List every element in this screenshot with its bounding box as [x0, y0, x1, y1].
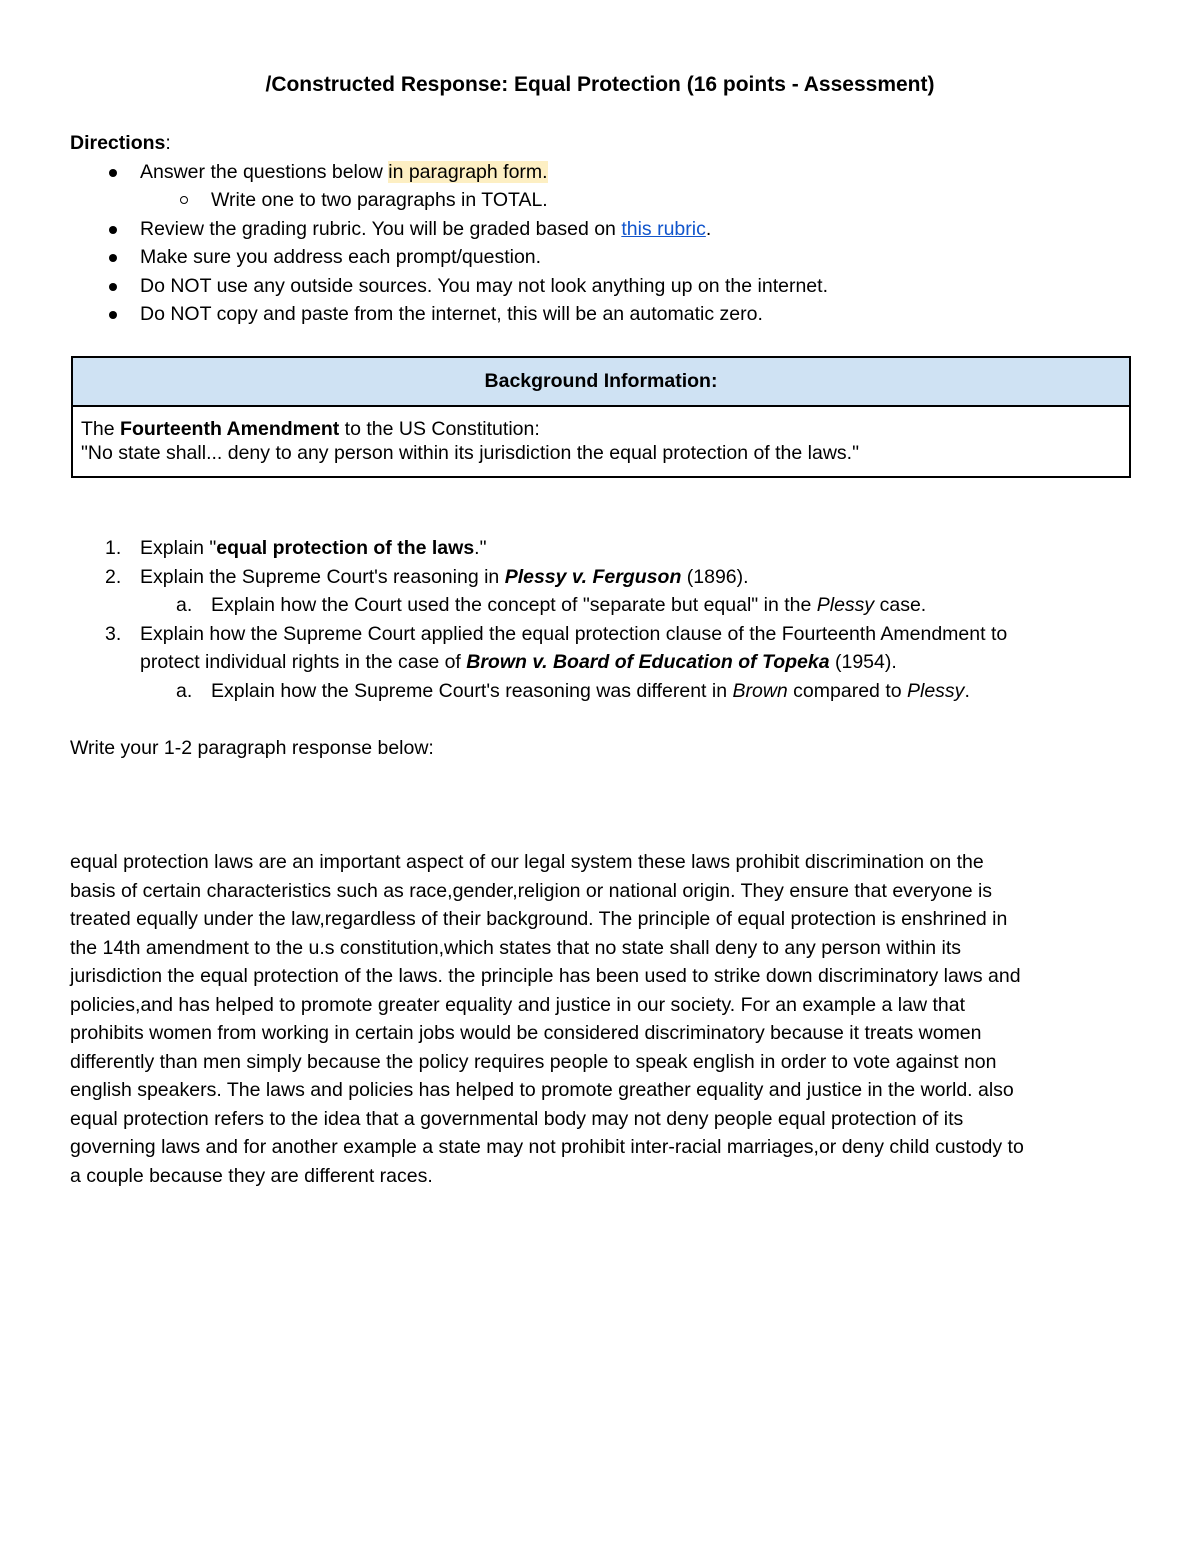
case-name: Plessy v. Ferguson: [504, 565, 682, 588]
questions-list: [70, 534, 1130, 705]
question-subletter: a.: [176, 679, 193, 702]
highlighted-text: in paragraph form.: [388, 160, 548, 183]
bullet-icon: [109, 311, 117, 319]
response-line: the 14th amendment to the u.s constitution,which states that no state shall deny to any person within its: [70, 936, 962, 959]
directions-heading: [70, 129, 1130, 158]
directions-item: [70, 300, 1130, 329]
response-line: treated equally under the law,regardless of their background. The principle of equal protection is enshrined in: [70, 908, 1008, 930]
directions-item: [70, 215, 1130, 244]
directions-item-text: Review the grading rubric. You will be graded based on: [140, 217, 622, 240]
response-line: prohibits women from working in certain jobs would be considered discriminatory because it treats women: [70, 1022, 982, 1044]
background-info-body: [73, 407, 1129, 465]
response-line: equal protection laws are an important aspect of our legal system these laws prohibit discrimination on the: [70, 851, 984, 873]
student-response[interactable]: [70, 848, 1136, 1190]
questions-section: [70, 534, 1130, 705]
case-name: Brown v. Board of Education of Topeka: [466, 651, 830, 673]
directions-item-text: Answer the questions below: [140, 160, 389, 183]
response-line: english speakers. The laws and policies has helped to promote greather equality and justice in the world. also: [70, 1079, 1014, 1101]
response-line: governing laws and for another example a state may not prohibit inter-racial marriages,or deny child custody to: [70, 1136, 1024, 1158]
directions-colon: :: [165, 132, 171, 154]
directions-section: [70, 129, 1130, 329]
response-line: basis of certain characteristics such as race,gender,religion or national origin. They ensure that everyone is: [70, 879, 993, 902]
question-subitem: [70, 677, 1130, 706]
response-line: differently than men simply because the policy requires people to speak english in order to vote against non: [70, 1050, 997, 1073]
case-short-name: Plessy: [816, 594, 875, 616]
question-subletter: a.: [176, 594, 193, 616]
amendment-name: Fourteenth Amendment: [120, 418, 340, 440]
rubric-link[interactable]: this rubric: [621, 217, 706, 240]
question-text: compared to: [787, 679, 907, 702]
question-number: 3.: [105, 622, 122, 645]
question-number: 2.: [105, 565, 122, 588]
background-info-header: Background Information:: [73, 358, 1129, 407]
directions-item-text: Make sure you address each prompt/question.: [140, 246, 542, 268]
directions-item: [70, 243, 1130, 272]
question-text: Explain the Supreme Court's reasoning in: [140, 565, 505, 588]
directions-item: [70, 158, 1130, 187]
question-item: [70, 534, 1130, 563]
background-line-1: [81, 417, 1121, 441]
directions-item-text: Do NOT use any outside sources. You may not look anything up on the internet.: [140, 274, 828, 297]
bullet-icon: [109, 254, 117, 262]
directions-item-text-end: .: [705, 217, 712, 240]
question-text-end: .": [474, 537, 487, 559]
directions-item-text: Do NOT copy and paste from the internet, this will be an automatic zero.: [140, 303, 763, 325]
directions-label: Directions: [70, 132, 166, 154]
question-text-end: case.: [874, 594, 927, 616]
response-line: jurisdiction the equal protection of the laws. the principle has been used to strike down discriminatory laws and: [70, 965, 1021, 987]
response-line: a couple because they are different races.: [70, 1164, 433, 1187]
case-short-name: Brown: [732, 679, 788, 702]
bullet-icon: [109, 169, 117, 177]
background-text: The: [81, 418, 121, 440]
question-text-end: (1896).: [681, 565, 749, 588]
directions-subitem: [70, 186, 1130, 215]
question-text-end: .: [964, 679, 970, 702]
question-text-end: (1954).: [829, 651, 897, 673]
question-text: Explain how the Supreme Court's reasoning was different in: [211, 679, 733, 702]
background-info-table: [71, 356, 1131, 478]
hollow-bullet-icon: [180, 196, 188, 204]
case-short-name: Plessy: [907, 679, 965, 702]
question-text: Explain how the Supreme Court applied the equal protection clause of the Fourteenth Amendment to: [140, 622, 1008, 645]
bullet-icon: [109, 283, 117, 291]
question-item: [70, 563, 1130, 592]
question-text-line-2: [140, 648, 1130, 677]
directions-list: [70, 158, 1130, 329]
page-title: /Constructed Response: Equal Protection (16 points - Assessment): [265, 73, 935, 96]
directions-subitem-text: Write one to two paragraphs in TOTAL.: [211, 189, 548, 211]
question-text: protect individual rights in the case of: [140, 651, 467, 673]
question-number: 1.: [105, 537, 122, 559]
write-prompt: Write your 1-2 paragraph response below:: [70, 737, 434, 759]
question-text: Explain ": [140, 537, 217, 559]
question-item: [70, 620, 1130, 677]
bullet-icon: [109, 226, 117, 234]
question-subitem: [70, 591, 1130, 620]
background-quote: "No state shall... deny to any person within its jurisdiction the equal protection of the laws.": [81, 442, 860, 464]
background-text: to the US Constitution:: [339, 418, 540, 440]
response-line: equal protection refers to the idea that a governmental body may not deny people equal protection of its: [70, 1107, 964, 1130]
question-text: Explain how the Court used the concept of "separate but equal" in the: [211, 594, 817, 616]
response-line: policies,and has helped to promote greater equality and justice in our society. For an example a law that: [70, 993, 965, 1016]
directions-item: [70, 272, 1130, 301]
question-bold-text: equal protection of the laws: [216, 537, 475, 559]
